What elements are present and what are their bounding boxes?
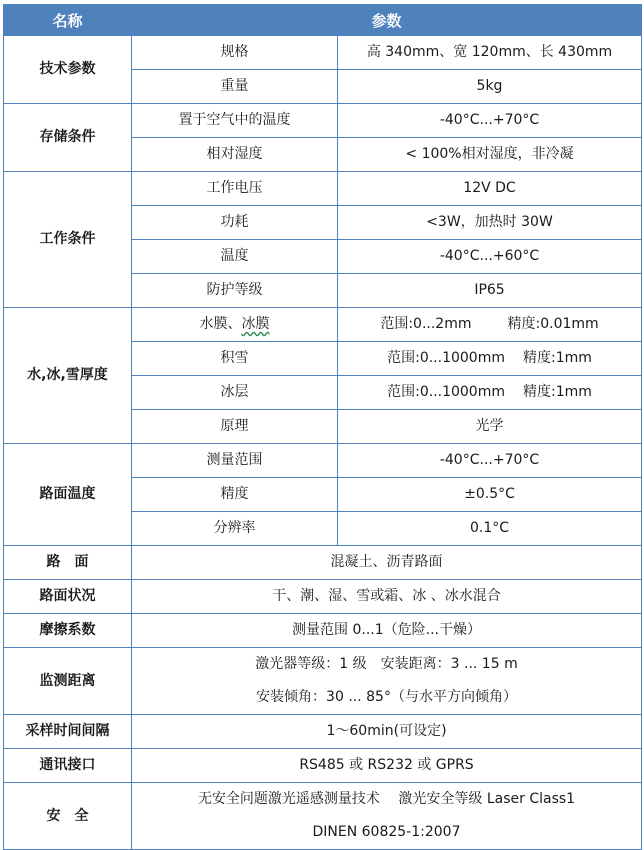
sub-label-part: 冰膜 <box>241 316 270 333</box>
table-row <box>4 444 642 478</box>
sub-label <box>132 308 338 342</box>
sub-label: 原理 <box>132 410 338 444</box>
value-cell: -40°C...+70°C <box>338 444 642 478</box>
header-name: 名称 <box>4 5 132 36</box>
sub-label: 测量范围 <box>132 444 338 478</box>
category-condition: 路面状况 <box>4 580 132 614</box>
value-cell: 干、潮、湿、雪或霜、冰 、冰水混合 <box>132 580 642 614</box>
sub-label: 置于空气中的温度 <box>132 104 338 138</box>
value-cell <box>338 342 642 376</box>
category-thickness: 水,冰,雪厚度 <box>4 308 132 444</box>
spec-table <box>3 4 642 850</box>
value-cell: 12V DC <box>338 172 642 206</box>
table-row <box>4 715 642 749</box>
value-cell: -40°C...+60°C <box>338 240 642 274</box>
header-params: 参数 <box>132 5 642 36</box>
range-text: 范围:0...1000mm <box>387 350 505 367</box>
category-tech: 技术参数 <box>4 36 132 104</box>
table-row <box>4 36 642 70</box>
value-cell <box>338 376 642 410</box>
sub-label-part: 水膜、 <box>199 316 242 333</box>
table-row <box>4 546 642 580</box>
sub-label: 冰层 <box>132 376 338 410</box>
accuracy-text: 精度:1mm <box>523 350 592 367</box>
table-row <box>4 172 642 206</box>
table-row <box>4 648 642 715</box>
sub-label: 防护等级 <box>132 274 338 308</box>
value-cell: 5kg <box>338 70 642 104</box>
category-friction: 摩擦系数 <box>4 614 132 648</box>
range-text: 范围:0...1000mm <box>387 384 505 401</box>
sub-label: 重量 <box>132 70 338 104</box>
category-road-temp: 路面温度 <box>4 444 132 546</box>
accuracy-text: 精度:1mm <box>523 384 592 401</box>
value-cell: 高 340mm、宽 120mm、长 430mm <box>338 36 642 70</box>
table-row <box>4 783 642 850</box>
value-cell: ±0.5°C <box>338 478 642 512</box>
value-cell <box>338 308 642 342</box>
sub-label: 温度 <box>132 240 338 274</box>
table-row <box>4 104 642 138</box>
sub-label: 相对湿度 <box>132 138 338 172</box>
table-row <box>4 308 642 342</box>
sub-label: 规格 <box>132 36 338 70</box>
category-work: 工作条件 <box>4 172 132 308</box>
value-cell: 测量范围 0...1（危险...干燥） <box>132 614 642 648</box>
value-cell: 光学 <box>338 410 642 444</box>
category-safety: 安 全 <box>4 783 132 850</box>
value-cell <box>132 783 642 850</box>
header-row <box>4 5 642 36</box>
value-cell: -40°C...+70°C <box>338 104 642 138</box>
value-cell <box>132 648 642 715</box>
value-cell: <3W，加热时 30W <box>338 206 642 240</box>
sub-label: 分辨率 <box>132 512 338 546</box>
sub-label: 工作电压 <box>132 172 338 206</box>
category-comm: 通讯接口 <box>4 749 132 783</box>
value-cell: 混凝土、沥青路面 <box>132 546 642 580</box>
distance-line-2: 安装倾角：30 ... 85°（与水平方向倾角） <box>256 689 517 705</box>
value-cell: IP65 <box>338 274 642 308</box>
sub-label: 精度 <box>132 478 338 512</box>
safety-line-1: 无安全问题激光遥感测量技术 激光安全等级 Laser Class1 <box>197 791 576 807</box>
distance-line-1: 激光器等级：1 级 安装距离：3 ... 15 m <box>255 656 518 672</box>
category-distance: 监测距离 <box>4 648 132 715</box>
sub-label: 功耗 <box>132 206 338 240</box>
accuracy-text: 精度:0.01mm <box>507 316 599 333</box>
sub-label: 积雪 <box>132 342 338 376</box>
category-interval: 采样时间间隔 <box>4 715 132 749</box>
value-cell: 1～60min(可设定) <box>132 715 642 749</box>
value-cell: 0.1°C <box>338 512 642 546</box>
value-cell: < 100%相对湿度，非冷凝 <box>338 138 642 172</box>
table-row <box>4 614 642 648</box>
category-surface: 路 面 <box>4 546 132 580</box>
safety-line-2: DINEN 60825-1:2007 <box>312 824 461 840</box>
category-storage: 存储条件 <box>4 104 132 172</box>
range-text: 范围:0...2mm <box>380 316 472 333</box>
table-row <box>4 580 642 614</box>
value-cell: RS485 或 RS232 或 GPRS <box>132 749 642 783</box>
table-row <box>4 749 642 783</box>
